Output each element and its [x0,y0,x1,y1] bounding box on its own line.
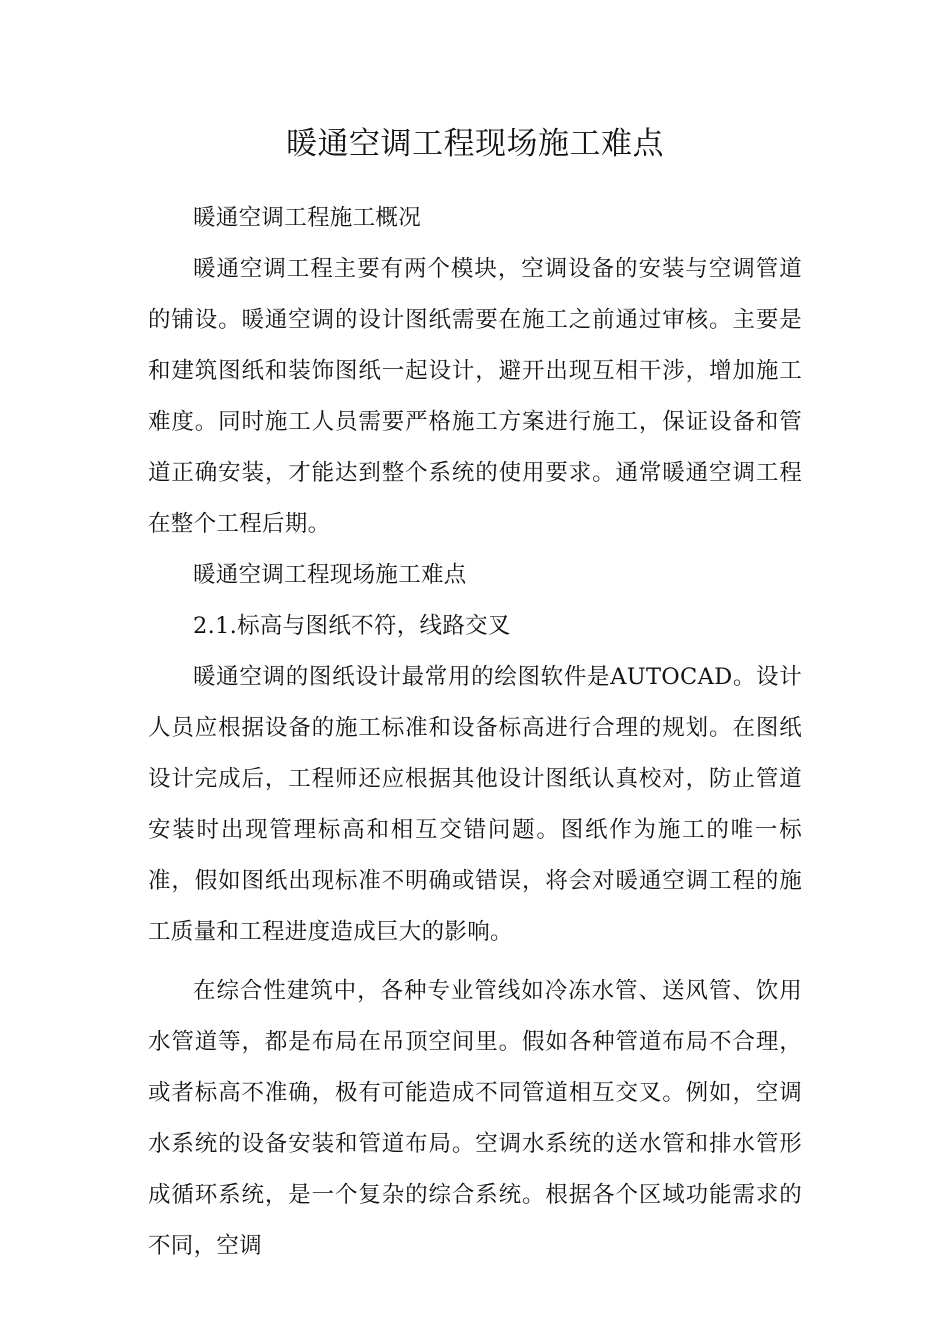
document-body [148,193,802,1272]
paragraph-difficulties-heading: 暖通空调工程现场施工难点 [193,562,467,588]
paragraph-overview-text: 暖通空调工程主要有两个模块，空调设备的安装与空调管道的铺设。暖通空调的设计图纸需要在施工之前通过审核。主要是和建筑图纸和装饰图纸一起设计，避开出现互相干涉，增加施工难度。同时施工人员需要严格施工方案进行施工，保证设备和管道正确安装，才能达到整个系统的使用要求。通常暖通空调工程在整个工程后期。 [148,256,802,537]
paragraph-pipeline-text: 在综合性建筑中，各种专业管线如冷冻水管、送风管、饮用水管道等，都是布局在吊顶空间里。假如各种管道布局不合理，或者标高不准确，极有可能造成不同管道相互交叉。例如，空调水系统的设备安装和管道布局。空调水系统的送水管和排水管形成循环系统，是一个复杂的综合系统。根据各个区域功能需求的不同，空调 [148,978,802,1259]
paragraph-overview-heading: 暖通空调工程施工概况 [193,205,422,231]
document-title: 暖通空调工程现场施工难点 [286,126,664,162]
paragraph-subsection-heading: 2.1.标高与图纸不符，线路交叉 [193,613,511,639]
paragraph-autocad-text: 暖通空调的图纸设计最常用的绘图软件是AUTOCAD。设计人员应根据设备的施工标准和设备标高进行合理的规划。在图纸设计完成后，工程师还应根据其他设计图纸认真校对，防止管道安装时出现管理标高和相互交错问题。图纸作为施工的唯一标准，假如图纸出现标准不明确或错误，将会对暖通空调工程的施工质量和工程进度造成巨大的影响。 [148,664,802,945]
